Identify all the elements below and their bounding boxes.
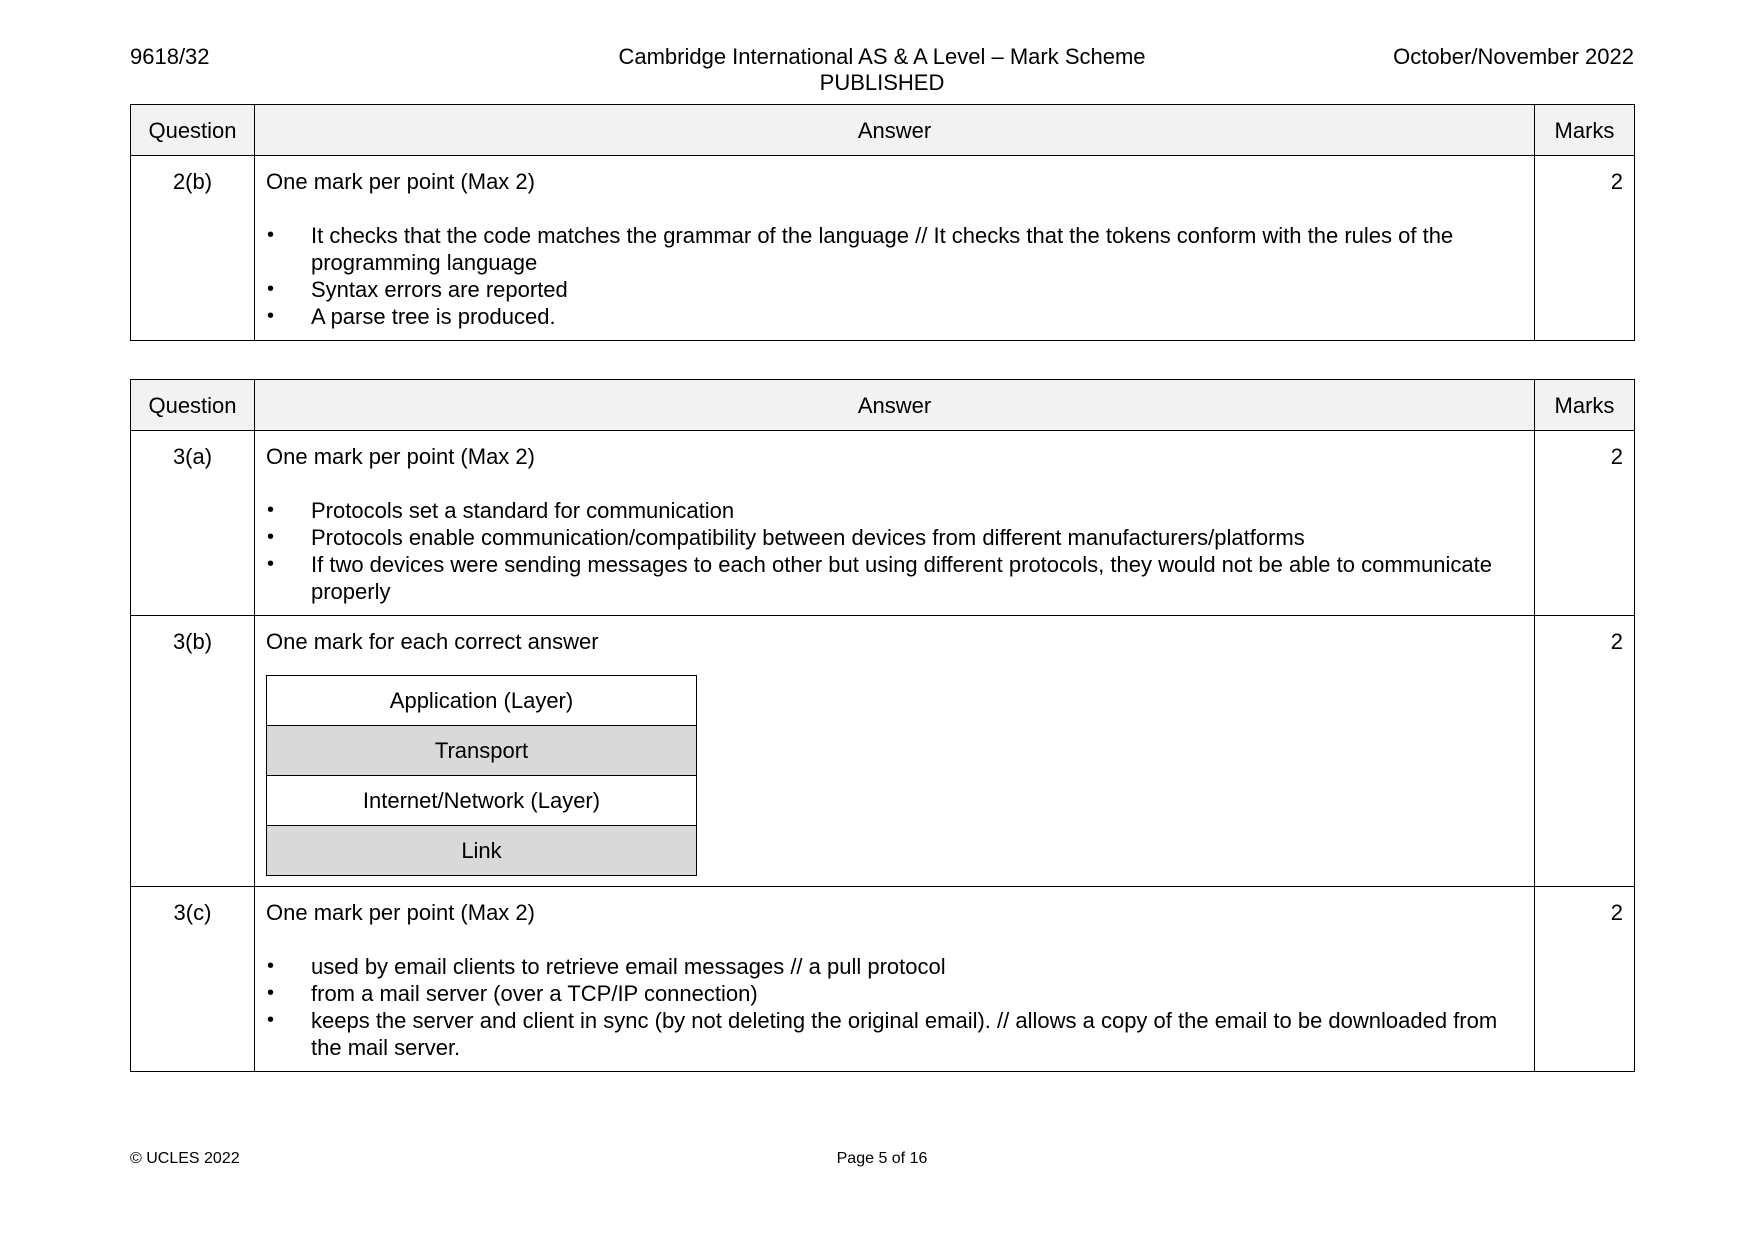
marks-value: 2 xyxy=(1535,431,1635,616)
answer-cell xyxy=(255,616,1535,887)
answer-point: • Syntax errors are reported xyxy=(266,276,1522,303)
mark-scheme-table-q3 xyxy=(130,379,1635,1072)
table-header-row xyxy=(131,380,1635,431)
marks-column-header: Marks xyxy=(1535,380,1635,431)
answer-points xyxy=(266,953,1522,1061)
answer-column-header: Answer xyxy=(255,380,1535,431)
document-title xyxy=(500,44,1264,96)
answer-point: • Protocols enable communication/compatibility between devices from different manufacturers/platforms xyxy=(266,524,1522,551)
mark-scheme-table-q2 xyxy=(130,104,1635,341)
answer-cell xyxy=(255,431,1535,616)
answer-points xyxy=(266,497,1522,605)
answer-point: • Protocols set a standard for communication xyxy=(266,497,1522,524)
answer-column-header: Answer xyxy=(255,105,1535,156)
question-number: 3(c) xyxy=(131,887,255,1072)
answer-cell xyxy=(255,156,1535,341)
question-column-header: Question xyxy=(131,105,255,156)
answer-point: • keeps the server and client in sync (by not deleting the original email). // allows a copy of the email to be downloaded from the mail server. xyxy=(266,1007,1522,1061)
table-row xyxy=(131,431,1635,616)
copyright-notice: © UCLES 2022 xyxy=(130,1150,240,1167)
question-number: 2(b) xyxy=(131,156,255,341)
marks-column-header: Marks xyxy=(1535,105,1635,156)
answer-cell xyxy=(255,887,1535,1072)
page-number: Page 5 of 16 xyxy=(836,1150,928,1167)
exam-session: October/November 2022 xyxy=(1393,44,1634,69)
layer-internet: Internet/Network (Layer) xyxy=(267,776,697,826)
answer-points xyxy=(266,222,1522,330)
table-row xyxy=(131,156,1635,341)
question-number: 3(b) xyxy=(131,616,255,887)
answer-instruction: One mark per point (Max 2) xyxy=(266,169,535,194)
answer-point: • It checks that the code matches the grammar of the language // It checks that the tokens conform with the rules of the programming language xyxy=(266,222,1522,276)
answer-instruction: One mark per point (Max 2) xyxy=(266,444,535,469)
answer-instruction: One mark for each correct answer xyxy=(266,629,599,654)
answer-point: • from a mail server (over a TCP/IP connection) xyxy=(266,980,1522,1007)
marks-value: 2 xyxy=(1535,616,1635,887)
answer-point: • used by email clients to retrieve email messages // a pull protocol xyxy=(266,953,1522,980)
answer-point: • If two devices were sending messages to each other but using different protocols, they would not be able to communicate properly xyxy=(266,551,1522,605)
answer-point: • A parse tree is produced. xyxy=(266,303,1522,330)
question-column-header: Question xyxy=(131,380,255,431)
marks-value: 2 xyxy=(1535,156,1635,341)
question-number: 3(a) xyxy=(131,431,255,616)
tcp-ip-layer-diagram xyxy=(266,675,697,876)
layer-transport: Transport xyxy=(267,726,697,776)
title-line: Cambridge International AS & A Level – Mark Scheme xyxy=(618,44,1146,69)
layer-application: Application (Layer) xyxy=(267,676,697,726)
answer-instruction: One mark per point (Max 2) xyxy=(266,900,535,925)
paper-code: 9618/32 xyxy=(130,44,210,69)
table-row xyxy=(131,616,1635,887)
published-label: PUBLISHED xyxy=(819,70,945,95)
table-row xyxy=(131,887,1635,1072)
table-header-row xyxy=(131,105,1635,156)
layer-link: Link xyxy=(267,826,697,876)
marks-value: 2 xyxy=(1535,887,1635,1072)
